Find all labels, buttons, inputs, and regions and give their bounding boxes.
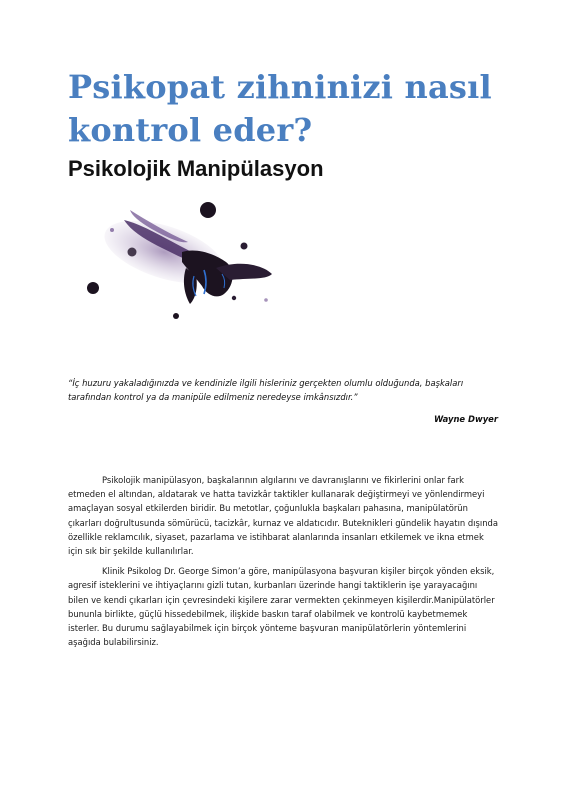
paragraph: Klinik Psikolog Dr. George Simon’a göre, manipülasyona başvuran kişiler birçok yönden eksik, agresif isteklerini ve ihtiyaçlarını gizli tutan, kurbanları üzerinde hangi taktiklerin işe yarayacağını bilen ve kendi çıkarları için çevresindeki kişilere zarar vermekten çekinmeyen kişilerdir.Manipülatörler bununla birlikte, güçlü hissedebilmek, ilişkide baskın taraf olabilmek ve kontrolü kaybetmemek isterler. Bu durumu sağlayabilmek için birçok yönteme başvuran manipülatörlerin yöntemlerini aşağıda bulabilirsiniz. (68, 566, 495, 648)
quote-author: Wayne Dwyer (433, 414, 498, 424)
page-title: Psikopat zihninizi nasıl kontrol eder? (68, 68, 492, 149)
paragraph: Psikolojik manipülasyon, başkalarının algılarını ve davranışlarını ve fikirlerini onlar fark etmeden el altından, aldatarak ve hatta tavizkâr taktikler kullanarak değiştirmeyi ve yönlendirmeyi amaçlayan sosyal etkilerden biridir. Bu metotlar, çoğunlukla başkaları pahasına, manipülatörün çıkarları doğrultusunda sömürücü, tacizkâr, kurnaz ve aldatıcıdır. Buteknikleri gündelik hayatın dışında özellikle reklamcılık, siyaset, pazarlama ve istihbarat alanlarında insanları etkilemek ve ikna etmek için sık bir şekilde kullanılırlar. (68, 475, 498, 557)
epigraph-quote: “İç huzuru yakaladığınızda ve kendinizle ilgili hisleriniz gerçekten olumlu olduğunda, başkaları tarafından kontrol ya da manipüle edilmeniz neredeyse imkânsızdır.” (68, 378, 464, 402)
article-body (68, 473, 500, 655)
ink-splatter-image (66, 190, 280, 330)
page-subtitle: Psikolojik Manipülasyon (68, 156, 324, 181)
